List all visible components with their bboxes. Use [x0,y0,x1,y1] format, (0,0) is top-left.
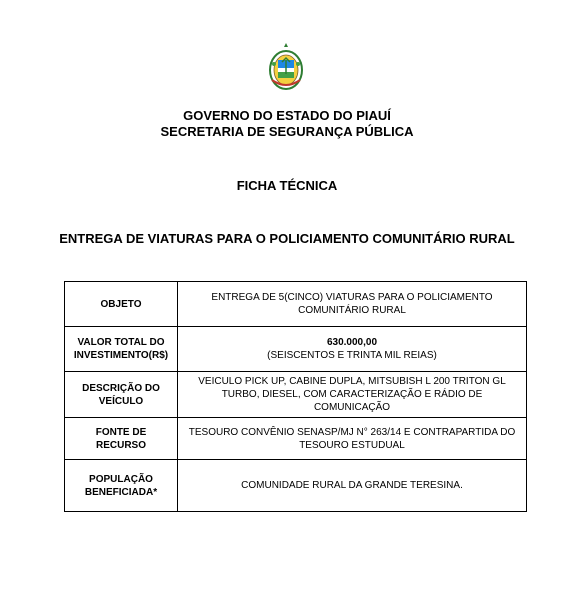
objeto-label: OBJETO [65,282,178,327]
descricao-label: DESCRIÇÃO DO VEÍCULO [65,372,178,418]
table-row-fonte [65,418,527,460]
fonte-label: FONTE DE RECURSO [65,418,178,460]
valor-amount-words: (SEISCENTOS E TRINTA MIL REIAS) [267,350,437,361]
populacao-value: COMUNIDADE RURAL DA GRANDE TERESINA. [178,460,527,512]
table-row-populacao [65,460,527,512]
objeto-value: ENTREGA DE 5(CINCO) VIATURAS PARA O POLICIAMENTO COMUNITÁRIO RURAL [178,282,527,327]
government-header: GOVERNO DO ESTADO DO PIAUÍ [183,108,391,123]
secretariat-header: SECRETARIA DE SEGURANÇA PÚBLICA [160,124,414,139]
document-title: FICHA TÉCNICA [236,178,338,193]
table-row-objeto [65,282,527,327]
table-row-descricao [65,372,527,418]
valor-cell [178,327,527,372]
valor-label: VALOR TOTAL DO INVESTIMENTO(R$) [65,327,178,372]
technical-sheet-table [64,281,527,512]
populacao-label: POPULAÇÃO BENEFICIADA* [65,460,178,512]
subject-title: ENTREGA DE VIATURAS PARA O POLICIAMENTO COMUNITÁRIO RURAL [59,231,515,246]
descricao-value: VEICULO PICK UP, CABINE DUPLA, MITSUBISH L 200 TRITON GL TURBO, DIESEL, COM CARACTERIZAÇÃO E RÁDIO DE COMUNICAÇÃO [178,372,527,418]
state-seal-icon [268,42,304,92]
valor-amount: 630.000,00 [326,337,378,348]
table-row-valor [65,327,527,372]
fonte-value: TESOURO CONVÊNIO SENASP/MJ N° 263/14 E CONTRAPARTIDA DO TESOURO ESTUDUAL [178,418,527,460]
